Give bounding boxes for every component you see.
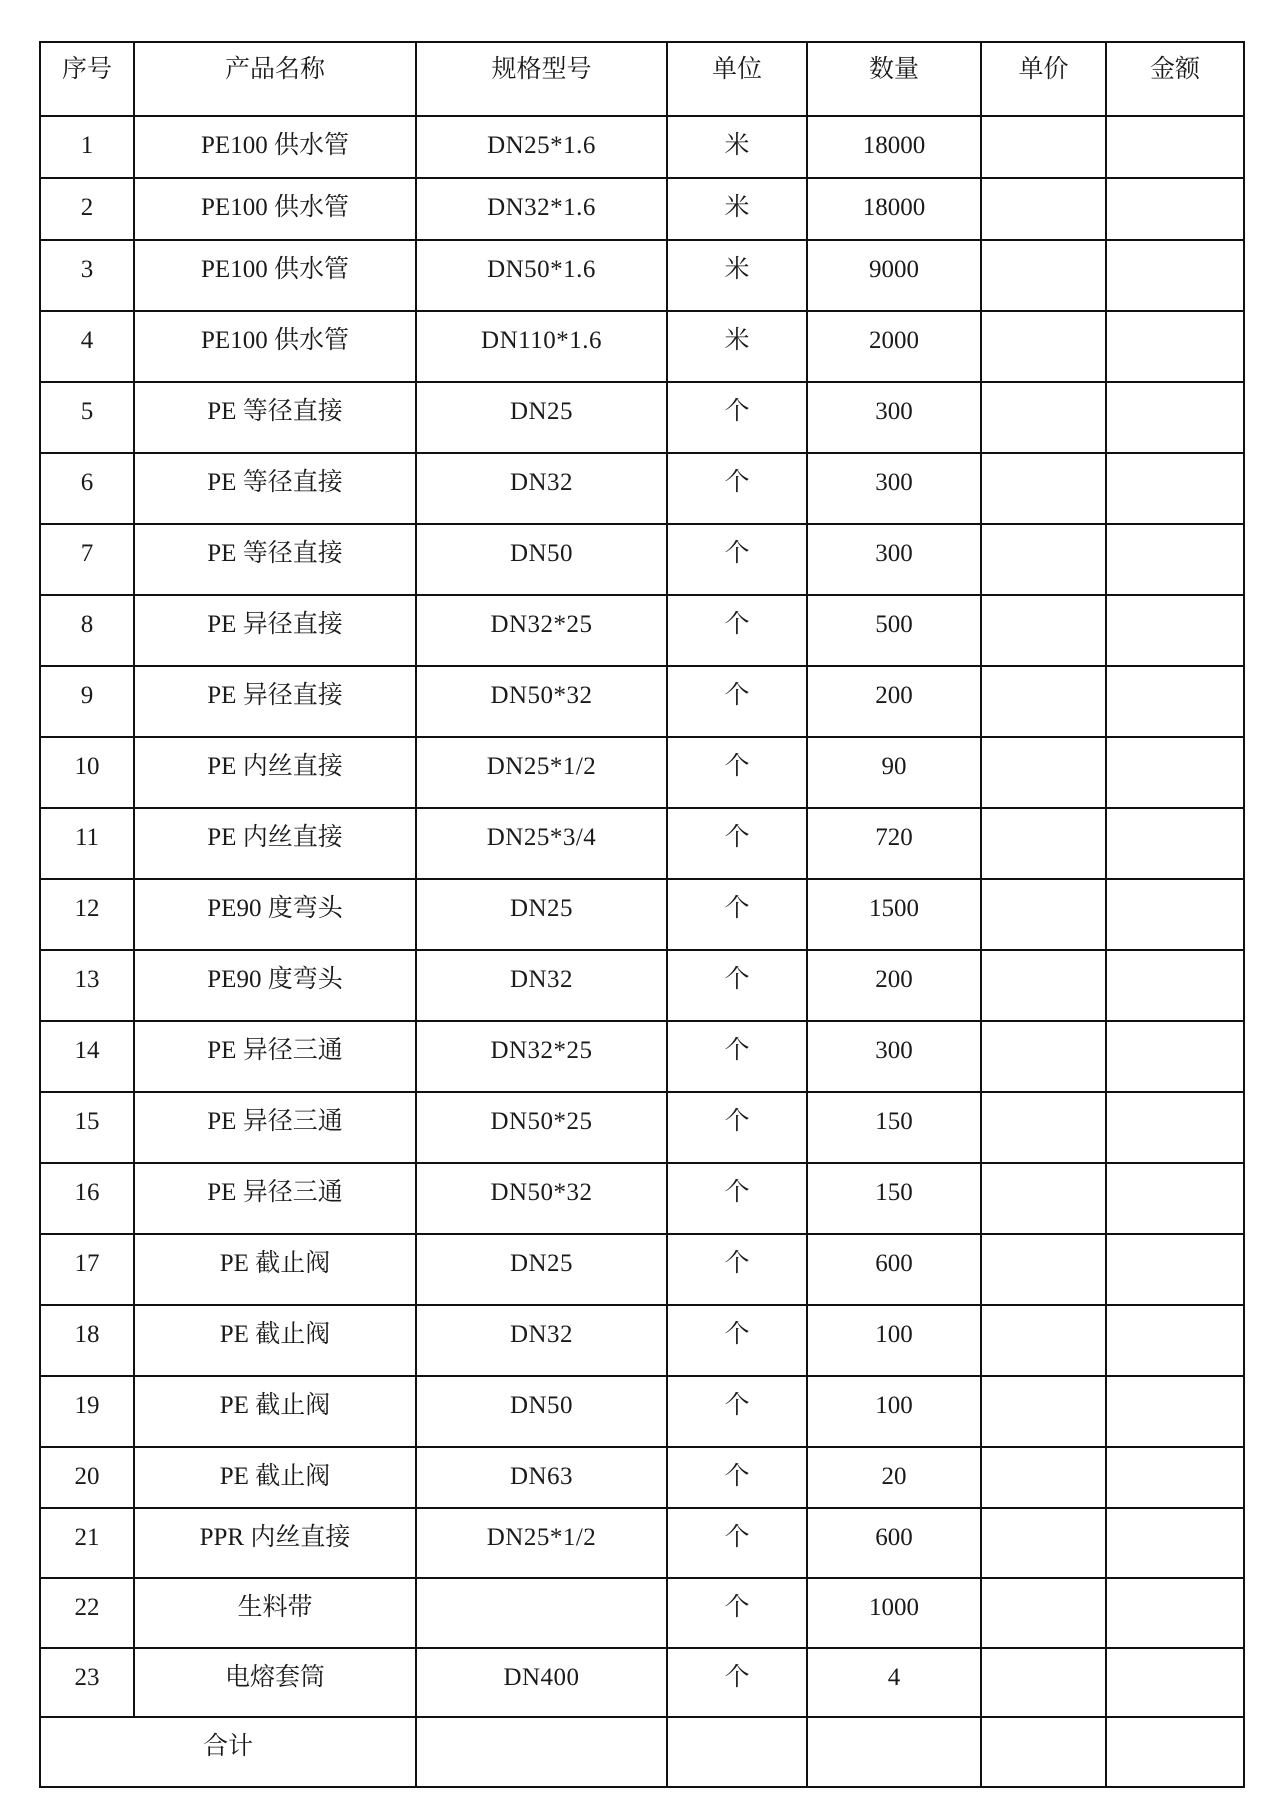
cell-qty: 720 [807, 808, 981, 879]
cell-qty: 200 [807, 666, 981, 737]
cell-amount[interactable] [1106, 666, 1244, 737]
cell-amount[interactable] [1106, 524, 1244, 595]
cell-price[interactable] [981, 808, 1106, 879]
cell-name: PE100 供水管 [134, 116, 416, 178]
cell-price[interactable] [981, 1578, 1106, 1648]
cell-spec: DN25 [416, 879, 667, 950]
cell-name: PE 异径直接 [134, 595, 416, 666]
cell-no: 13 [40, 950, 134, 1021]
cell-spec: DN25*1/2 [416, 737, 667, 808]
cell-amount[interactable] [1106, 1376, 1244, 1447]
cell-name: PE 异径三通 [134, 1163, 416, 1234]
cell-spec: DN25*1/2 [416, 1508, 667, 1578]
cell-price[interactable] [981, 879, 1106, 950]
cell-name: PE 等径直接 [134, 453, 416, 524]
cell-unit: 个 [667, 1021, 807, 1092]
header-row [40, 42, 1244, 116]
cell-spec: DN110*1.6 [416, 311, 667, 382]
table-row [40, 1092, 1244, 1163]
cell-price[interactable] [981, 116, 1106, 178]
cell-name: PE90 度弯头 [134, 879, 416, 950]
cell-spec: DN50 [416, 1376, 667, 1447]
product-quote-table [39, 41, 1245, 1788]
cell-qty: 1500 [807, 879, 981, 950]
cell-name: PE 截止阀 [134, 1305, 416, 1376]
cell-qty: 500 [807, 595, 981, 666]
cell-qty: 300 [807, 453, 981, 524]
cell-unit: 个 [667, 1376, 807, 1447]
cell-price[interactable] [981, 950, 1106, 1021]
cell-qty: 100 [807, 1376, 981, 1447]
cell-price[interactable] [981, 1163, 1106, 1234]
table-row [40, 1648, 1244, 1717]
total-row [40, 1717, 1244, 1787]
cell-qty: 18000 [807, 178, 981, 240]
cell-unit: 个 [667, 524, 807, 595]
cell-amount[interactable] [1106, 1305, 1244, 1376]
table-row [40, 950, 1244, 1021]
table-row [40, 1447, 1244, 1508]
cell-unit: 个 [667, 737, 807, 808]
cell-amount[interactable] [1106, 382, 1244, 453]
cell-spec: DN25 [416, 382, 667, 453]
cell-amount[interactable] [1106, 178, 1244, 240]
cell-spec: DN32 [416, 453, 667, 524]
cell-no: 10 [40, 737, 134, 808]
cell-amount[interactable] [1106, 116, 1244, 178]
cell-price[interactable] [981, 178, 1106, 240]
table-row [40, 1163, 1244, 1234]
header-spec: 规格型号 [416, 42, 667, 116]
cell-price[interactable] [981, 1447, 1106, 1508]
cell-qty: 200 [807, 950, 981, 1021]
cell-amount[interactable] [1106, 1648, 1244, 1717]
cell-spec: DN32*25 [416, 1021, 667, 1092]
cell-spec: DN50 [416, 524, 667, 595]
cell-amount[interactable] [1106, 1163, 1244, 1234]
cell-spec: DN32*25 [416, 595, 667, 666]
table-row [40, 382, 1244, 453]
cell-name: PE 异径直接 [134, 666, 416, 737]
cell-no: 5 [40, 382, 134, 453]
cell-unit: 个 [667, 382, 807, 453]
cell-amount[interactable] [1106, 595, 1244, 666]
header-no: 序号 [40, 42, 134, 116]
header-qty: 数量 [807, 42, 981, 116]
cell-amount[interactable] [1106, 808, 1244, 879]
cell-no: 22 [40, 1578, 134, 1648]
cell-name: 电熔套筒 [134, 1648, 416, 1717]
cell-unit: 个 [667, 808, 807, 879]
cell-price[interactable] [981, 382, 1106, 453]
cell-qty: 2000 [807, 311, 981, 382]
cell-qty: 4 [807, 1648, 981, 1717]
cell-qty: 90 [807, 737, 981, 808]
cell-name: 生料带 [134, 1578, 416, 1648]
table-row [40, 116, 1244, 178]
cell-no: 1 [40, 116, 134, 178]
cell-unit: 个 [667, 1305, 807, 1376]
cell-qty: 300 [807, 524, 981, 595]
cell-unit: 个 [667, 1578, 807, 1648]
cell-qty: 150 [807, 1092, 981, 1163]
cell-no: 16 [40, 1163, 134, 1234]
cell-amount[interactable] [1106, 1447, 1244, 1508]
cell-price[interactable] [981, 737, 1106, 808]
cell-spec: DN25 [416, 1234, 667, 1305]
cell-name: PE100 供水管 [134, 178, 416, 240]
cell-no: 12 [40, 879, 134, 950]
cell-no: 4 [40, 311, 134, 382]
table-row [40, 737, 1244, 808]
cell-unit: 个 [667, 1092, 807, 1163]
total-label: 合计 [40, 1717, 416, 1787]
cell-unit: 米 [667, 311, 807, 382]
cell-price[interactable] [981, 1092, 1106, 1163]
total-amount[interactable] [1106, 1717, 1244, 1787]
cell-no: 11 [40, 808, 134, 879]
cell-name: PE 异径三通 [134, 1021, 416, 1092]
cell-unit: 个 [667, 1163, 807, 1234]
cell-no: 20 [40, 1447, 134, 1508]
cell-spec: DN50*1.6 [416, 240, 667, 311]
cell-no: 15 [40, 1092, 134, 1163]
cell-no: 9 [40, 666, 134, 737]
cell-qty: 300 [807, 382, 981, 453]
cell-amount[interactable] [1106, 311, 1244, 382]
header-amount: 金额 [1106, 42, 1244, 116]
cell-no: 6 [40, 453, 134, 524]
cell-qty: 20 [807, 1447, 981, 1508]
cell-name: PE100 供水管 [134, 311, 416, 382]
cell-name: PPR 内丝直接 [134, 1508, 416, 1578]
table-row [40, 666, 1244, 737]
cell-spec: DN25*1.6 [416, 116, 667, 178]
table-row [40, 595, 1244, 666]
cell-name: PE 内丝直接 [134, 737, 416, 808]
cell-no: 18 [40, 1305, 134, 1376]
cell-spec: DN32 [416, 1305, 667, 1376]
cell-unit: 个 [667, 1508, 807, 1578]
cell-no: 14 [40, 1021, 134, 1092]
cell-price[interactable] [981, 311, 1106, 382]
table-row [40, 240, 1244, 311]
header-name: 产品名称 [134, 42, 416, 116]
cell-qty: 100 [807, 1305, 981, 1376]
cell-price[interactable] [981, 1376, 1106, 1447]
cell-unit: 个 [667, 950, 807, 1021]
table-row [40, 453, 1244, 524]
header-price: 单价 [981, 42, 1106, 116]
cell-spec: DN25*3/4 [416, 808, 667, 879]
cell-amount[interactable] [1106, 1092, 1244, 1163]
cell-unit: 米 [667, 240, 807, 311]
cell-name: PE 截止阀 [134, 1234, 416, 1305]
header-unit: 单位 [667, 42, 807, 116]
cell-qty: 18000 [807, 116, 981, 178]
table-row [40, 1305, 1244, 1376]
table-row [40, 1021, 1244, 1092]
cell-qty: 600 [807, 1234, 981, 1305]
cell-unit: 米 [667, 116, 807, 178]
cell-amount[interactable] [1106, 453, 1244, 524]
table-row [40, 524, 1244, 595]
cell-qty: 9000 [807, 240, 981, 311]
total-qty [807, 1717, 981, 1787]
cell-no: 8 [40, 595, 134, 666]
table-row [40, 808, 1244, 879]
cell-spec: DN32 [416, 950, 667, 1021]
table-row [40, 1508, 1244, 1578]
cell-price[interactable] [981, 1234, 1106, 1305]
cell-no: 3 [40, 240, 134, 311]
cell-spec: DN32*1.6 [416, 178, 667, 240]
cell-qty: 300 [807, 1021, 981, 1092]
cell-unit: 米 [667, 178, 807, 240]
cell-unit: 个 [667, 1648, 807, 1717]
total-price[interactable] [981, 1717, 1106, 1787]
table-row [40, 1578, 1244, 1648]
cell-price[interactable] [981, 1305, 1106, 1376]
cell-amount[interactable] [1106, 1234, 1244, 1305]
cell-name: PE100 供水管 [134, 240, 416, 311]
cell-unit: 个 [667, 666, 807, 737]
cell-name: PE 内丝直接 [134, 808, 416, 879]
table-row [40, 311, 1244, 382]
cell-name: PE 等径直接 [134, 382, 416, 453]
cell-spec: DN63 [416, 1447, 667, 1508]
cell-unit: 个 [667, 595, 807, 666]
cell-amount[interactable] [1106, 737, 1244, 808]
cell-name: PE 等径直接 [134, 524, 416, 595]
cell-no: 17 [40, 1234, 134, 1305]
table-row [40, 879, 1244, 950]
cell-price[interactable] [981, 524, 1106, 595]
cell-no: 2 [40, 178, 134, 240]
cell-price[interactable] [981, 1021, 1106, 1092]
cell-price[interactable] [981, 1508, 1106, 1578]
cell-no: 23 [40, 1648, 134, 1717]
cell-unit: 个 [667, 1234, 807, 1305]
cell-no: 19 [40, 1376, 134, 1447]
cell-price[interactable] [981, 240, 1106, 311]
total-spec [416, 1717, 667, 1787]
cell-qty: 600 [807, 1508, 981, 1578]
cell-price[interactable] [981, 453, 1106, 524]
cell-qty: 1000 [807, 1578, 981, 1648]
cell-unit: 个 [667, 1447, 807, 1508]
cell-qty: 150 [807, 1163, 981, 1234]
cell-amount[interactable] [1106, 240, 1244, 311]
cell-spec: DN50*32 [416, 1163, 667, 1234]
cell-price[interactable] [981, 1648, 1106, 1717]
cell-price[interactable] [981, 595, 1106, 666]
cell-amount[interactable] [1106, 1508, 1244, 1578]
cell-spec: DN400 [416, 1648, 667, 1717]
cell-amount[interactable] [1106, 879, 1244, 950]
cell-spec [416, 1578, 667, 1648]
cell-name: PE 异径三通 [134, 1092, 416, 1163]
cell-name: PE90 度弯头 [134, 950, 416, 1021]
cell-spec: DN50*32 [416, 666, 667, 737]
cell-amount[interactable] [1106, 1021, 1244, 1092]
table-row [40, 1234, 1244, 1305]
table-row [40, 178, 1244, 240]
cell-amount[interactable] [1106, 1578, 1244, 1648]
cell-unit: 个 [667, 879, 807, 950]
total-unit [667, 1717, 807, 1787]
cell-name: PE 截止阀 [134, 1376, 416, 1447]
cell-spec: DN50*25 [416, 1092, 667, 1163]
table-row [40, 1376, 1244, 1447]
cell-no: 21 [40, 1508, 134, 1578]
cell-price[interactable] [981, 666, 1106, 737]
cell-unit: 个 [667, 453, 807, 524]
cell-no: 7 [40, 524, 134, 595]
cell-amount[interactable] [1106, 950, 1244, 1021]
cell-name: PE 截止阀 [134, 1447, 416, 1508]
